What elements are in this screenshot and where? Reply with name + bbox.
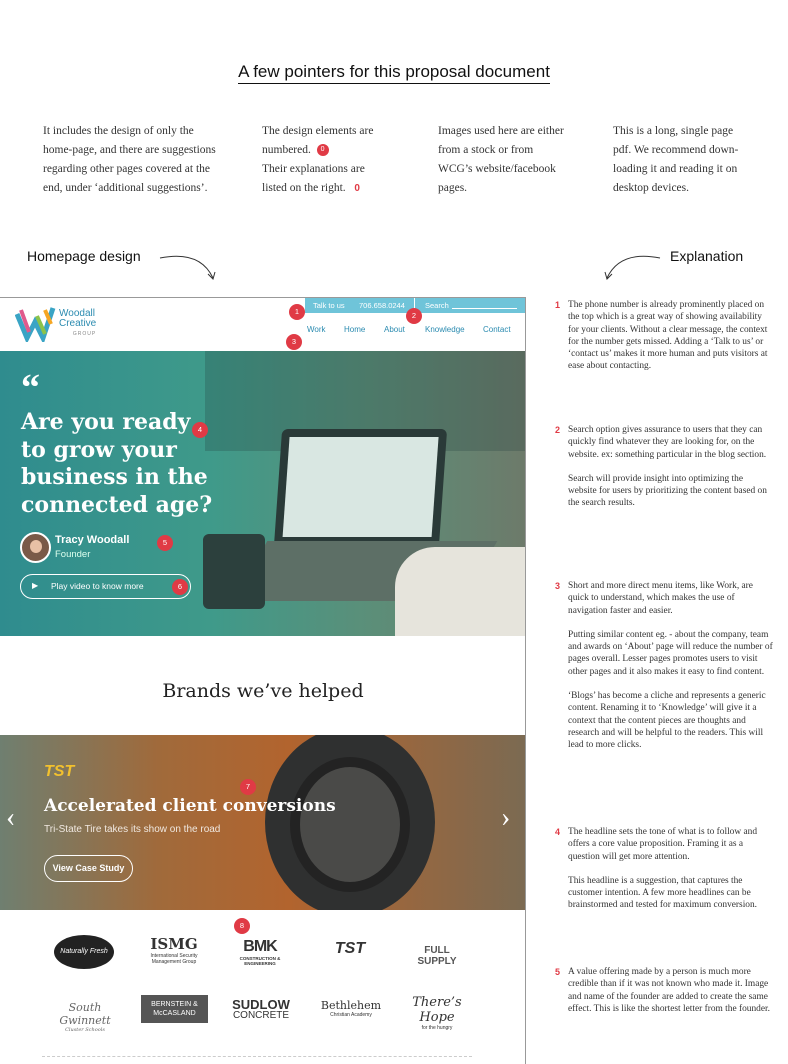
logo-bmk: BMK CONSTRUCTION & ENGINEERING [239,938,281,966]
case-title: Accelerated client conversions [44,796,336,816]
explanation-5: 5 A value offering made by a person is much more credible than if it was not known who made it. Image and name of the founder are added to create the same effect. This is like the shortest letter from the founder. [555,967,770,1014]
logo-bernstein-mccasland: BERNSTEIN & McCASLAND [141,995,208,1023]
pointer-1: It includes the design of only the home-page, and there are suggestions regarding other pages covered at the end, under ‘additional suggestions’. [43,125,216,194]
marker-3: 3 [286,334,302,350]
tst-logo: TST [44,763,75,780]
founder-avatar [20,532,51,563]
homepage-design-label: Homepage design [27,248,141,264]
pointer-3: Images used here are either from a stock or from WCG’s website/facebook pages. [438,125,564,194]
menu-item-home[interactable]: Home [344,325,366,334]
menu-item-about[interactable]: About [384,325,405,334]
marker-2: 2 [406,308,422,324]
logo-naturally-fresh: Naturally Fresh [54,935,114,969]
logo-full-supply: FULL SUPPLY [417,945,457,967]
curved-arrow-icon [155,250,220,285]
logo-south-gwinnett: South Gwinnett Cluster Schools [59,1001,111,1033]
sample-number: 0 [354,183,360,194]
play-video-button[interactable]: ▶ Play video to know more [20,574,191,599]
marker-1: 1 [289,304,305,320]
explanation-4: 4 The headline sets the tone of what is to follow and offers a core value proposition. Framing it as a question will get more attention. This headline is a suggestion, that captures the customer intention. A few more headlines can be brainstormed and tested for maximum conversion. [555,827,758,911]
brands-title: Brands we’ve helped [162,680,364,702]
sample-marker-badge: 0 [317,144,329,156]
explanation-2: 2 Search option gives assurance to users that they can quickly find whatever they are looking for, on the website. ex: something particular in the blog section. Search will provide insight into optimizing the website for users by prioritizing the content based on the search results. [555,425,767,509]
logo-ismg: ISMG International Security Management Group [150,935,198,965]
menu-item-contact[interactable]: Contact [483,325,511,334]
view-case-study-button[interactable]: View Case Study [44,855,133,882]
logo-sudlow: SUDLOW CONCRETE [232,997,290,1021]
marker-4: 4 [192,422,208,438]
explanation-1: 1 The phone number is already prominently placed on the top which is a great way of showing availability for your clients. Without a clear message, the context for the number gets missed. Adding a ‘Talk to us’ or ‘contact us’ makes it more human and puts visitors at ease about contacting. [555,300,768,372]
talk-to-us-link[interactable]: Talk to us [313,301,345,310]
play-icon: ▶ [32,581,39,590]
hero-headline: Are you ready to grow your business in the connected age? [21,409,213,518]
page-title: A few pointers for this proposal document [0,62,788,82]
case-study-slider [0,735,526,910]
menu-item-knowledge[interactable]: Knowledge [425,325,465,334]
search-input[interactable]: Search [425,301,449,310]
founder-name: Tracy Woodall [55,534,130,546]
case-subtitle: Tri-State Tire takes its show on the road [44,824,221,835]
marker-6: 6 [172,579,188,595]
menu-item-work[interactable]: Work [307,325,326,334]
logo-theres-hope: There’s Hope for the hungry [412,995,462,1031]
marker-8: 8 [234,918,250,934]
homepage-mockup [0,297,526,1064]
pointer-2: The design elements are numbered. 0 Their explanations are listed on the right. 0 [262,125,374,194]
curved-arrow-icon [600,250,665,285]
pointer-4: This is a long, single page pdf. We recommend down- loading it and reading it on desktop devices. [613,125,739,194]
explanation-3: 3 Short and more direct menu items, like Work, are quick to understand, which makes the use of navigation faster and easier. Putting similar content eg. - about the company, team and awards on ‘About’ page will reduce the number of pages overall. Lesser pages promotes users to visit other pages and it also makes it easy to find content. ‘Blogs’ has become a cliche and represents a generic content. Renaming it to ‘Knowledge’ will give it a context that the content pieces are thoughts and research and will be helpful to the readers. This will lead to more clicks. [555,581,773,751]
next-arrow-icon[interactable]: › [501,802,511,833]
marker-7: 7 [240,779,256,795]
laptop-image [274,429,447,547]
prev-arrow-icon[interactable]: ‹ [6,802,16,833]
phone-link[interactable]: 706.658.0244 [359,301,405,310]
explanation-label: Explanation [670,248,744,264]
hero-section [0,351,526,636]
wcg-logo: Woodall Creative GROUP [15,304,110,344]
quote-icon: “ [21,367,40,409]
logo-bethlehem: Bethlehem Christian Academy [320,999,382,1018]
logo-tst: TST [334,940,366,957]
marker-5: 5 [157,535,173,551]
w-logo-icon [15,304,57,342]
founder-title: Founder [55,549,91,560]
